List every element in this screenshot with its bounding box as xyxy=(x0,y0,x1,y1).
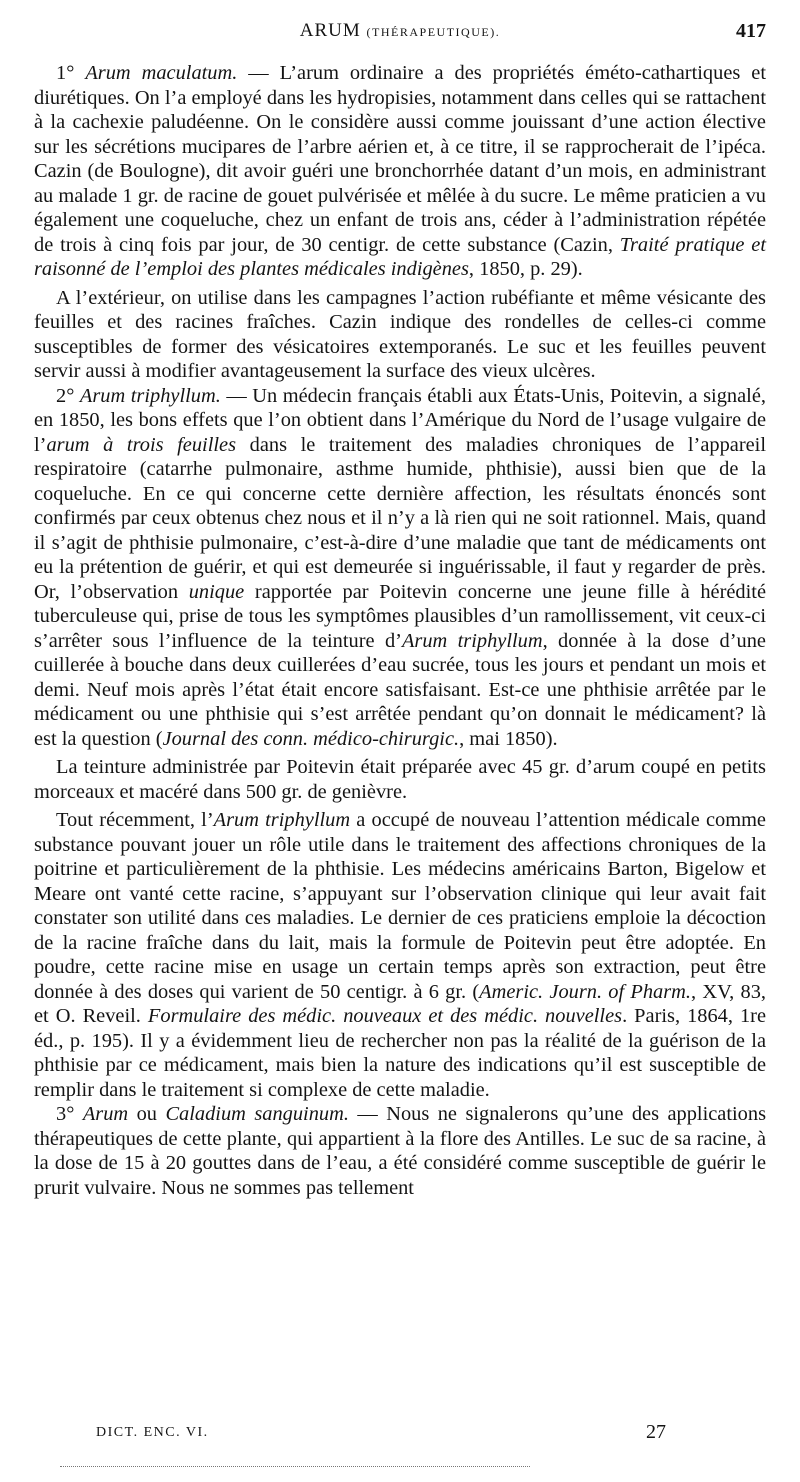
text-run: ou xyxy=(128,1103,166,1125)
paragraph xyxy=(34,61,766,282)
text-run: Tout récemment, l’ xyxy=(56,809,214,831)
italic-run: Arum triphyllum xyxy=(401,629,543,652)
sheet-number: 27 xyxy=(646,1421,666,1443)
text-run: 2° xyxy=(56,384,80,407)
printer-signature: DICT. ENC. VI. xyxy=(96,1425,209,1440)
running-title xyxy=(34,20,766,42)
text-run: , 1850, p. 29). xyxy=(468,258,583,280)
text-run: rapportée par Poitevin concerne une jeune fille à hérédité tuberculeuse qui, prise de tous les symptômes plausibles d’un ramollissement, vit ceux-ci s’arrêter sous l’influence de la teinture d’ xyxy=(34,580,766,652)
running-header xyxy=(34,20,766,50)
running-title-main: ARUM xyxy=(299,20,361,41)
italic-run: Caladium sanguinum. xyxy=(165,1103,349,1125)
italic-run: Traité pratique et raisonné de l’emploi des plantes médicales indigènes xyxy=(34,233,766,280)
text-run: La teinture administrée par Poitevin était préparée avec 45 gr. d’arum coupé en petits morceaux et macéré dans 500 gr. de genièvre. xyxy=(34,756,766,803)
italic-run: arum à trois feuilles xyxy=(46,433,237,456)
italic-run: Journal des conn. médico-chirurgic. xyxy=(162,727,460,750)
dotted-rule xyxy=(60,1466,530,1467)
text-run: — Nous ne signalerons qu’une des applications thérapeutiques de cette plante, qui appartient à la flore des Antilles. Le suc de sa racine, à la dose de 15 à 20 gouttes dans de l’eau, a été considéré comme susceptible de guérir le prurit vulvaire. Nous ne sommes pas tellement xyxy=(34,1103,767,1199)
paragraph xyxy=(34,1102,766,1200)
italic-run: Arum xyxy=(82,1103,129,1125)
body-text xyxy=(34,61,766,1200)
text-run: 1° xyxy=(56,62,86,84)
text-run: dans le traitement des maladies chroniques de l’appareil respiratoire (catarrhe pulmonaire, asthme humide, phthisie), aussi bien que de la coqueluche. En ce qui concerne cette dernière affection, les résultats énoncés sont confirmés par ceux obtenus chez nous et il n’y a là rien qui ne soit rationnel. Mais, quand il s’agit de phthisie pulmonaire, c’est-à-dire d’une maladie que tant de médicaments ont eu la prétention de guérir, et qui est demeurée si inguérissable, il faut y regarder de près. Or, l’observation xyxy=(34,433,767,603)
text-run: . Paris, 1864, 1re éd., p. 195). Il y a évidemment lieu de rechercher non pas la réalité de la guérison de la phthisie par ce médicament, mais bien la nature des indications qu’il est susceptible de remplir dans le traitement si complexe de cette maladie. xyxy=(34,1005,766,1101)
italic-run: Arum maculatum. xyxy=(85,62,238,84)
text-run: A l’extérieur, on utilise dans les campagnes l’action rubéfiante et même vésicante des feuilles et des racines fraîches. Cazin indique des rondelles de celles-ci comme susceptibles de former des vésicatoires extemporanés. Le suc et les feuilles peuvent servir aussi à modifier avantageusement la surface des vieux ulcères. xyxy=(34,286,766,382)
text-run: , donnée à la dose d’une cuillerée à bouche dans deux cuillerées d’eau sucrée, tous les jours et pendant un mois et demi. Neuf mois après l’état était encore satisfaisant. Est-ce une phthisie arrêtée par le médicament ou une phthisie qui s’est arrêtée pendant qu’on donnait le médicament? là est la question ( xyxy=(34,629,766,750)
running-title-sub: (THÉRAPEUTIQUE). xyxy=(366,25,501,39)
italic-run: Arum triphyllum xyxy=(213,809,351,831)
text-run: , mai 1850). xyxy=(459,727,558,750)
paragraph xyxy=(34,808,766,1102)
text-run: — Un médecin français établi aux États-Unis, Poitevin, a signalé, en 1850, les bons effets que l’on obtient dans l’Amérique du Nord de l’usage vulgaire de l’ xyxy=(34,384,766,456)
paragraph xyxy=(34,384,766,752)
italic-run: Arum triphyllum. xyxy=(79,384,221,407)
italic-run: unique xyxy=(188,580,245,603)
text-run: , XV, 83, et O. Reveil. xyxy=(34,980,766,1027)
text-run: 3° xyxy=(56,1103,83,1125)
page-number: 417 xyxy=(736,20,766,42)
italic-run: Formulaire des médic. nouveaux et des médic. nouvelles xyxy=(147,1005,623,1027)
paragraph xyxy=(34,286,766,384)
italic-run: Americ. Journ. of Pharm. xyxy=(479,980,692,1003)
page-footer xyxy=(96,1421,666,1451)
paragraph xyxy=(34,755,766,804)
text-run: a occupé de nouveau l’attention médicale comme substance pouvant jouer un rôle utile dans le traitement des affections chroniques de la poitrine et particulièrement de la phthisie. Les médecins américains Barton, Bigelow et Meare ont vanté cette racine, s’appuyant sur l’observation clinique qui leur avait fait constater son utilité dans ces maladies. Le dernier de ces praticiens emploie la décoction de la racine fraîche dans du lait, mais la formule de Poitevin peut être adoptée. En poudre, cette racine mise en usage un certain temps après son extraction, peut être donnée à des doses qui varient de 50 centigr. à 6 gr. ( xyxy=(34,809,766,1003)
text-run: — L’arum ordinaire a des propriétés éméto-cathartiques et diurétiques. On l’a employé dans les hydropisies, notamment dans celles qui se rattachent à la cachexie paludéenne. On le considère aussi comme jouissant d’une action élective sur les sécrétions mucipares de l’arbre aérien et, à ce titre, il se rapprocherait de l’ipéca. Cazin (de Boulogne), dit avoir guéri une bronchorrhée datant d’un mois, en administrant au malade 1 gr. de racine de gouet pulvérisée et mêlée à du sucre. Le même praticien a vu également une coqueluche, chez un enfant de trois ans, céder à l’administration répétée de trois à cinq fois par jour, de 30 centigr. de cette substance (Cazin, xyxy=(34,62,766,256)
